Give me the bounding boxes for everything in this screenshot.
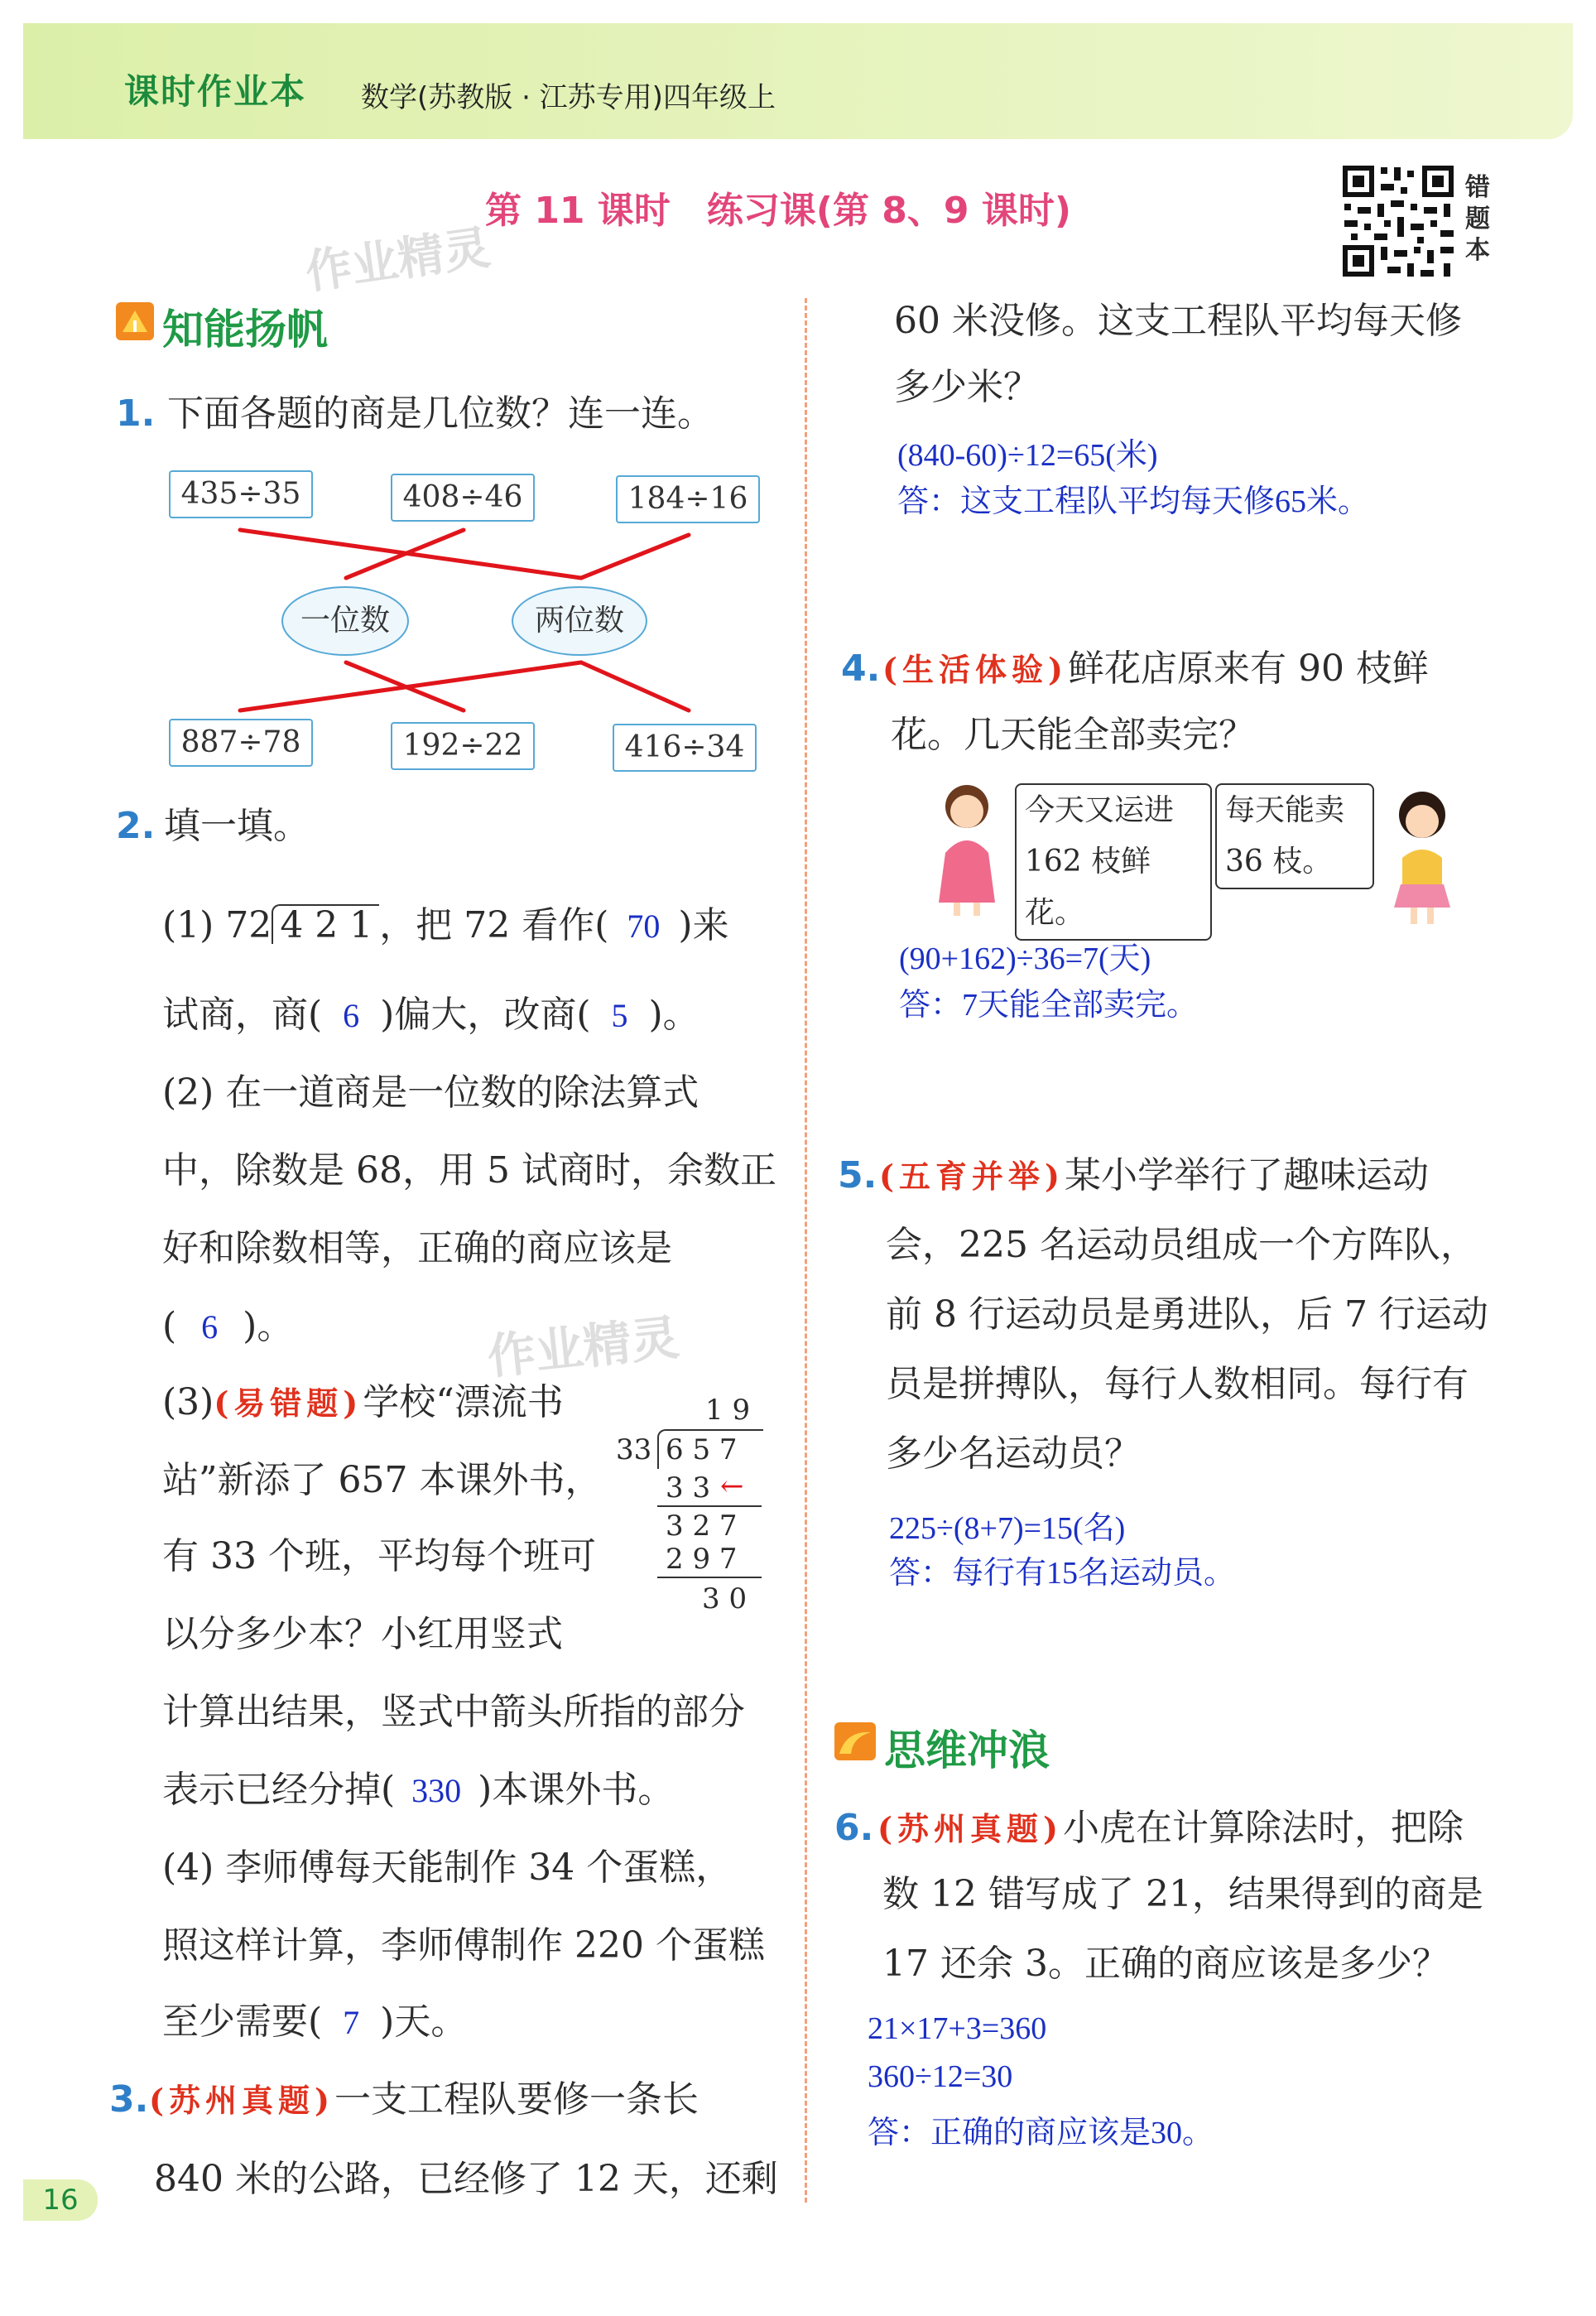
text: )。 xyxy=(648,994,699,1036)
text: )偏大，改商( xyxy=(380,994,591,1036)
question-line xyxy=(882,648,1429,690)
question-text: 填一填。 xyxy=(164,805,310,847)
watermark: 作业精灵 xyxy=(484,1309,682,1385)
answer-blank: 70 xyxy=(627,908,661,945)
speech-bubble xyxy=(1015,783,1212,941)
question-number: 3. xyxy=(109,2078,149,2121)
question-tag: (五育并举) xyxy=(879,1158,1065,1195)
text-line: 站”新添了 657 本课外书， xyxy=(162,1459,602,1501)
answer-blank: 5 xyxy=(611,997,628,1034)
answer-equation: 21×17+3=360 xyxy=(868,2011,1047,2046)
header-subtitle: 数学(苏教版 · 江苏专用)四年级上 xyxy=(361,81,776,114)
answer-statement: 答：每行有15名运动员。 xyxy=(889,1556,1236,1591)
bubble-line: 每天能卖 xyxy=(1225,793,1345,827)
question-number: 1. xyxy=(116,392,156,435)
qr-label-char: 本 xyxy=(1465,236,1490,265)
text-line: 数 12 错写成了 21，结果得到的商是 xyxy=(882,1873,1483,1915)
question-tag: (苏州真题) xyxy=(149,2082,334,2119)
answer-blank: 7 xyxy=(343,2004,360,2041)
girl-illustration xyxy=(1381,787,1464,927)
lesson-title: 第 11 课时 练习课(第 8、9 课时) xyxy=(485,190,1071,232)
expression-box: 435÷35 xyxy=(169,470,313,518)
sub-question xyxy=(162,1769,675,1811)
expression-box: 192÷22 xyxy=(391,722,535,770)
section-icon xyxy=(834,1722,876,1760)
text: 鲜花店原来有 90 枝鲜 xyxy=(1067,648,1429,690)
text: (1) 72 xyxy=(162,904,272,946)
answer-equation: (840-60)÷12=65(米) xyxy=(897,438,1158,473)
text: 表示已经分掉( xyxy=(162,1769,396,1811)
text: 一支工程队要修一条长 xyxy=(334,2078,699,2121)
bubble-line: 36 枝。 xyxy=(1225,845,1333,879)
text: 试商，商( xyxy=(162,994,323,1036)
question-tag: (苏州真题) xyxy=(877,1810,1063,1847)
remainder: 3 0 xyxy=(702,1582,748,1615)
text-line: 会，225 名运动员组成一个方阵队， xyxy=(886,1224,1477,1266)
page-number: 16 xyxy=(23,2179,98,2221)
bubble-line: 今天又运进 xyxy=(1025,793,1175,827)
answer-oval: 一位数 xyxy=(281,586,409,656)
question-number: 4. xyxy=(841,648,881,690)
question-line xyxy=(879,1154,1429,1197)
text-line: 840 米的公路，已经修了 12 天，还剩 xyxy=(154,2158,778,2200)
text-line: 前 8 行运动员是勇进队，后 7 行运动 xyxy=(886,1293,1488,1336)
text-line: 多少名运动员？ xyxy=(886,1432,1141,1475)
question-tag: (易错题) xyxy=(214,1384,363,1422)
watermark: 作业精灵 xyxy=(302,220,494,301)
text-line: 多少米？ xyxy=(894,366,1040,408)
answer-blank: 6 xyxy=(343,997,360,1034)
text-line: 17 还余 3。正确的商应该是多少？ xyxy=(882,1943,1449,1985)
text-line: 中，除数是 68，用 5 试商时，余数正 xyxy=(162,1149,776,1192)
answer-blank: 330 xyxy=(411,1772,462,1809)
text: ( xyxy=(162,1305,177,1347)
division-bracket xyxy=(272,904,379,944)
bubble-line: 162 枝鲜花。 xyxy=(1025,845,1151,930)
qr-label-char: 题 xyxy=(1465,205,1490,234)
text: 某小学举行了趣味运动 xyxy=(1064,1154,1429,1197)
question-number: 6. xyxy=(834,1807,874,1849)
long-division xyxy=(616,1396,765,1628)
expression-box: 887÷78 xyxy=(169,719,313,767)
sub-question xyxy=(162,2001,468,2043)
rule xyxy=(657,1505,762,1507)
arrow-icon: ← xyxy=(720,1470,744,1503)
speech-bubble xyxy=(1215,783,1374,889)
text: )本课外书。 xyxy=(478,1769,675,1811)
text-line: (2) 在一道商是一位数的除法算式 xyxy=(162,1071,699,1114)
text-line: 员是拼搏队，每行人数相同。每行有 xyxy=(886,1363,1469,1405)
sub-question xyxy=(162,904,729,944)
expression-box: 416÷34 xyxy=(613,724,757,772)
text: 至少需要( xyxy=(162,2001,323,2043)
answer-statement: 答：7天能全部卖完。 xyxy=(899,988,1199,1023)
partial-remainder: 3 2 7 xyxy=(666,1509,738,1543)
section-title: 知能扬帆 xyxy=(162,306,328,354)
partial-product: 2 9 7 xyxy=(666,1543,738,1576)
sub-question xyxy=(162,1305,294,1347)
section-title: 思维冲浪 xyxy=(884,1726,1050,1774)
text: 学校“漂流书 xyxy=(363,1381,564,1423)
partial-product: 3 3 xyxy=(666,1471,711,1505)
answer-statement: 答：正确的商应该是30。 xyxy=(868,2116,1214,2150)
text-line: 好和除数相等，正确的商应该是 xyxy=(162,1227,672,1269)
expression-box: 408÷46 xyxy=(391,474,535,522)
question-text: 下面各题的商是几位数？连一连。 xyxy=(167,392,714,435)
text-line: 有 33 个班，平均每个班可 xyxy=(162,1535,596,1577)
question-tag: (生活体验) xyxy=(882,651,1068,688)
answer-equation: (90+162)÷36=7(天) xyxy=(899,941,1151,976)
text: )。 xyxy=(243,1305,294,1347)
header-brand: 课时作业本 xyxy=(124,71,307,112)
answer-equation: 225÷(8+7)=15(名) xyxy=(889,1511,1126,1546)
girl-illustration xyxy=(925,778,1008,919)
dividend: 6 5 7 xyxy=(666,1433,738,1466)
text-line: 花。几天能全部卖完？ xyxy=(891,714,1255,756)
divisor: 33 xyxy=(616,1433,652,1466)
question-line xyxy=(877,1807,1464,1849)
question-number: 5. xyxy=(838,1154,877,1197)
text-line: 照这样计算，李师傅制作 220 个蛋糕 xyxy=(162,1924,765,1967)
quotient: 1 9 xyxy=(705,1394,751,1427)
answer-blank: 6 xyxy=(201,1308,219,1346)
question-line xyxy=(149,2078,699,2121)
text: )来 xyxy=(678,904,729,946)
rule xyxy=(657,1577,762,1578)
sub-question xyxy=(162,994,699,1036)
text-line: 60 米没修。这支工程队平均每天修 xyxy=(894,300,1462,342)
answer-equation: 360÷12=30 xyxy=(868,2059,1013,2094)
answer-oval: 两位数 xyxy=(512,586,647,656)
text-line: 计算出结果，竖式中箭头所指的部分 xyxy=(162,1691,745,1733)
expression-box: 184÷16 xyxy=(616,475,760,523)
sub-question xyxy=(162,1381,564,1423)
text: 小虎在计算除法时，把除 xyxy=(1062,1807,1464,1849)
text-line: (4) 李师傅每天能制作 34 个蛋糕， xyxy=(162,1847,733,1889)
qr-label-char: 错 xyxy=(1465,173,1490,202)
text: )天。 xyxy=(380,2001,468,2043)
text-line: 以分多少本？小红用竖式 xyxy=(162,1613,563,1655)
text: (3) xyxy=(162,1381,214,1423)
text: ，把 72 看作( xyxy=(379,904,609,946)
answer-statement: 答：这支工程队平均每天修65米。 xyxy=(897,484,1370,519)
question-number: 2. xyxy=(116,805,156,847)
dividend: 4 2 1 xyxy=(280,904,373,946)
